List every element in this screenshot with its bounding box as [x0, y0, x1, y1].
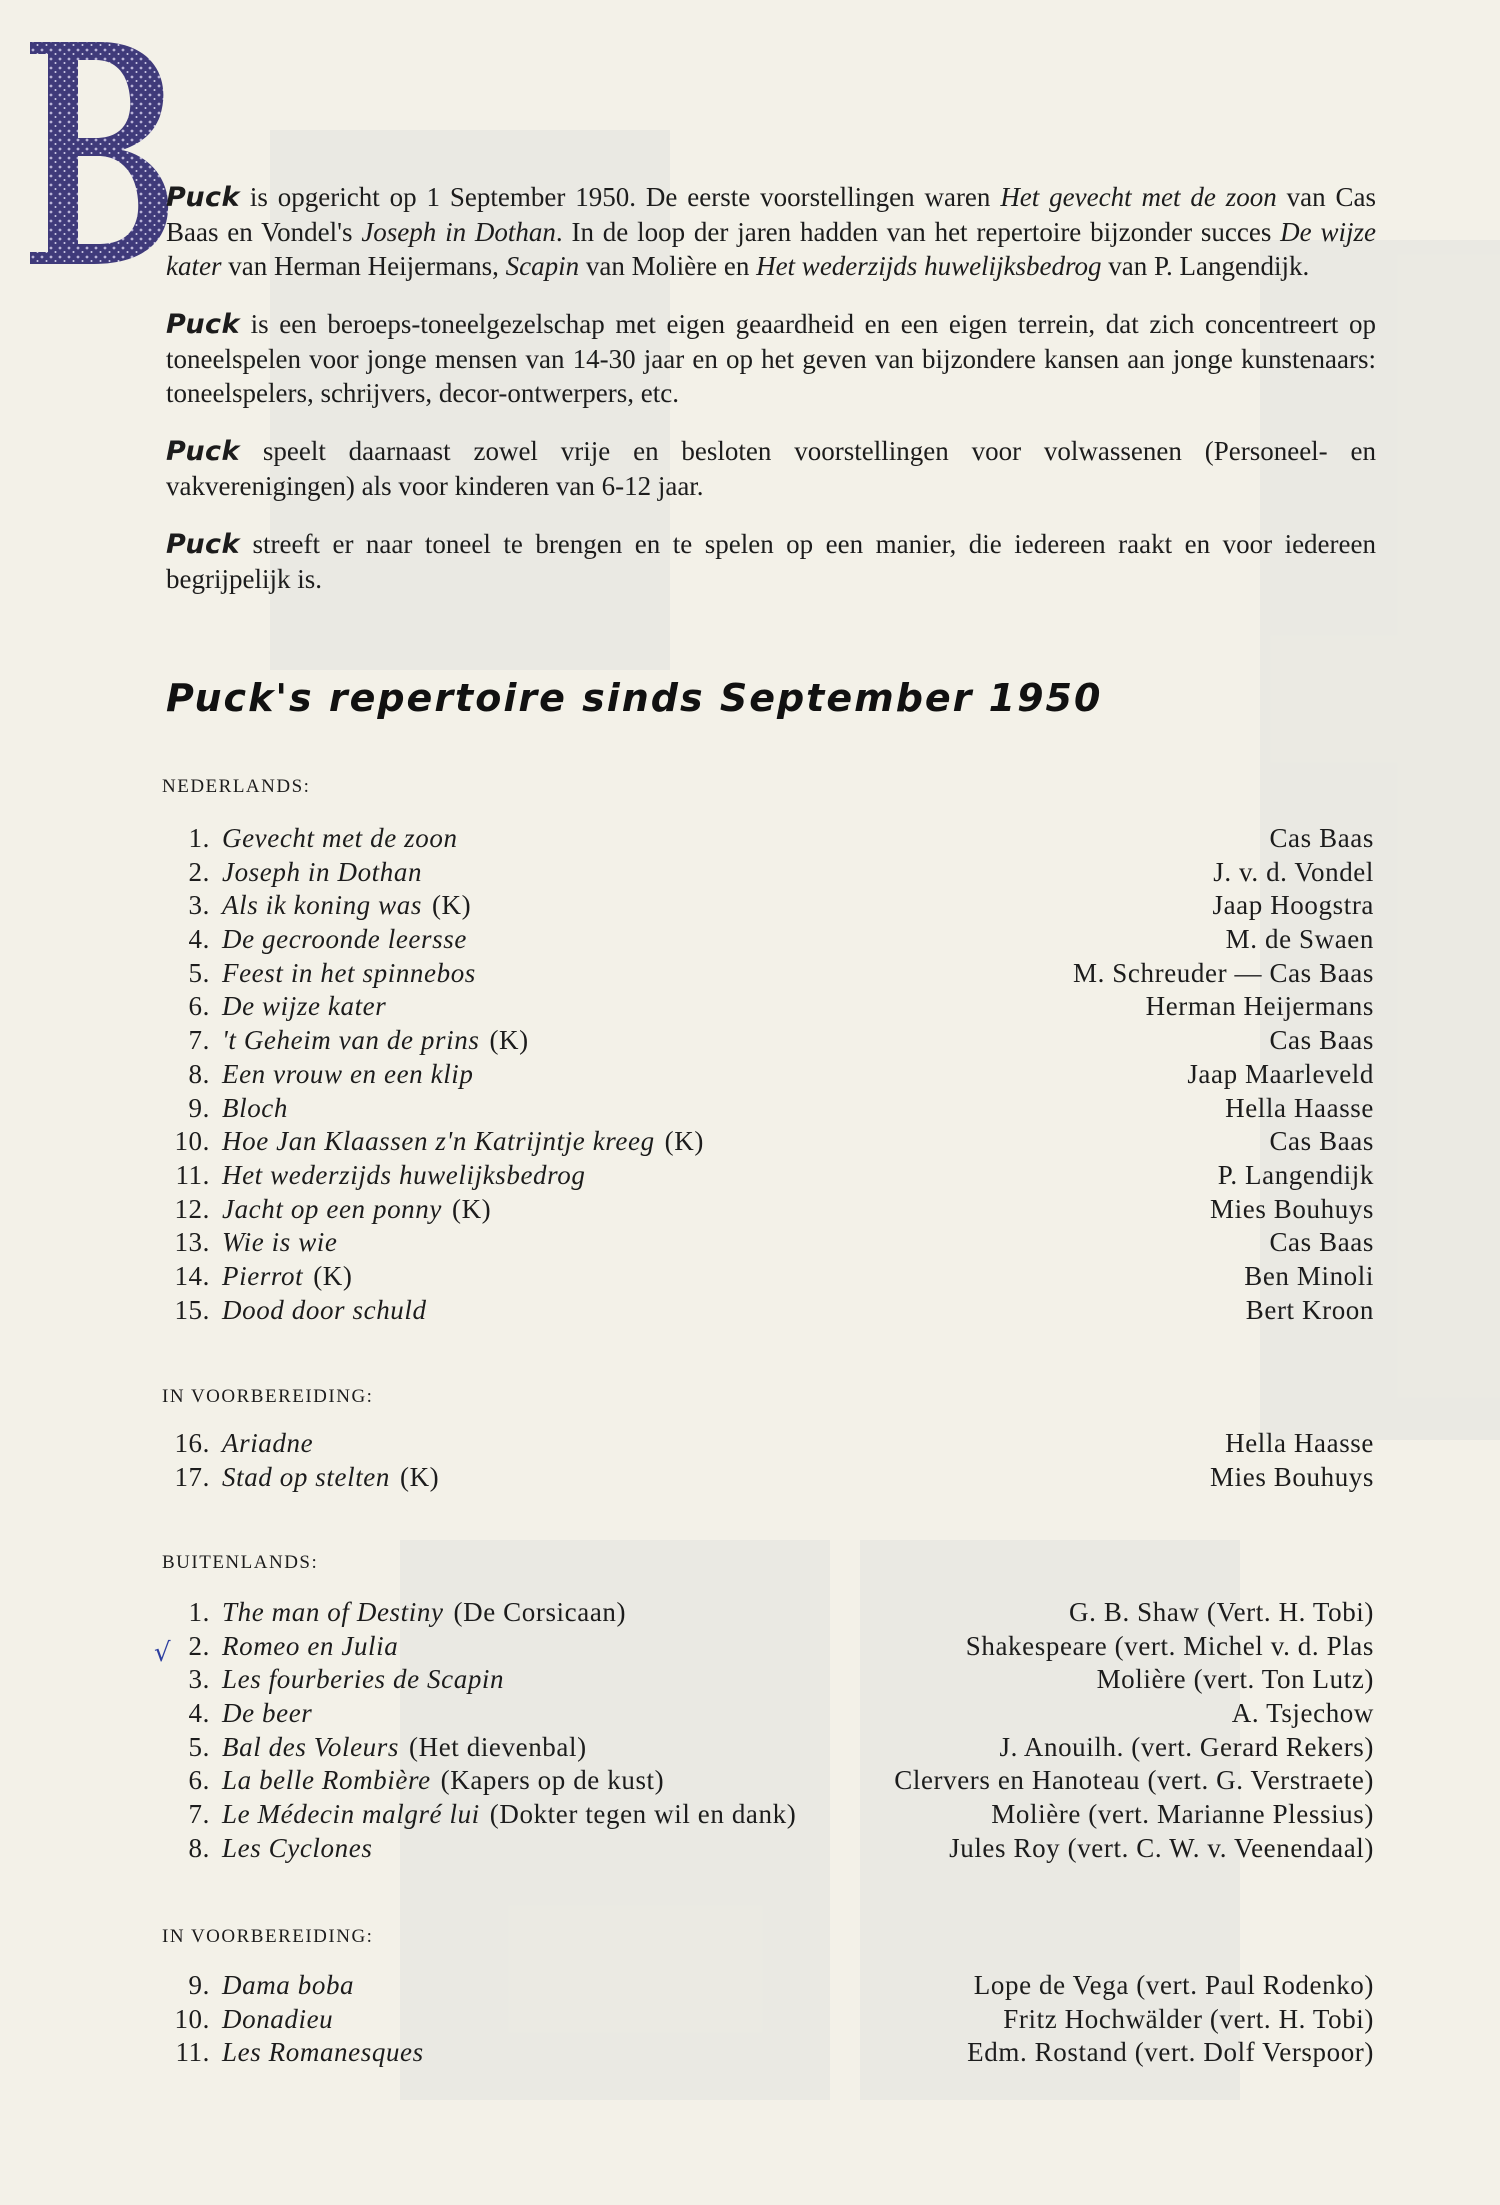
play-note: (Het dievenbal): [409, 1731, 587, 1762]
play-author: Molière (vert. Marianne Plessius): [991, 1799, 1374, 1830]
list-item: [162, 990, 1374, 1024]
list-item: [162, 1058, 1374, 1092]
play-title: Als ik koning was: [222, 890, 422, 921]
play-note: [354, 1969, 364, 2003]
list-item: [162, 1226, 1374, 1260]
play-author: Fritz Hochwälder (vert. H. Tobi): [1003, 2003, 1374, 2034]
play-title: De beer: [222, 1698, 313, 1729]
play-entry: [162, 1260, 352, 1294]
play-title: Bloch: [222, 1092, 288, 1123]
play-note: [585, 1159, 595, 1193]
play-entry: [162, 889, 471, 923]
play-title: Gevecht met de zoon: [222, 823, 458, 853]
play-title: Een vrouw en een klip: [222, 1058, 474, 1089]
title-reference: Het gevecht met de zoon: [1000, 182, 1277, 212]
play-note: (K): [399, 1461, 440, 1492]
play-author: Cas Baas: [1269, 1227, 1374, 1258]
play-author: Mies Bouhuys: [1210, 1461, 1374, 1492]
play-title: Hoe Jan Klaassen z'n Katrijntje kreeg: [222, 1126, 655, 1157]
item-number: 14.: [174, 1260, 210, 1291]
play-title: De gecroonde leersse: [222, 924, 467, 955]
play-note: (K): [489, 1025, 529, 1056]
play-author: Edm. Rostand (vert. Dolf Verspoor): [967, 2037, 1374, 2068]
play-note: (Kapers op de kust): [440, 1765, 665, 1796]
play-title: De wijze kater: [222, 991, 387, 1022]
play-title: Wie is wie: [222, 1227, 338, 1258]
play-title: Stad op stelten: [222, 1461, 390, 1492]
play-entry: [162, 1226, 348, 1260]
brand-name: Puck: [166, 436, 241, 467]
list-item: [162, 1832, 1374, 1866]
list-item: [162, 1461, 1374, 1495]
play-note: [288, 1092, 298, 1126]
play-title: Dood door schuld: [222, 1294, 427, 1325]
section-label-buitenlands: BUITENLANDS:: [162, 1552, 319, 1573]
item-number: 8.: [188, 1832, 210, 1863]
list-item: [162, 1193, 1374, 1227]
play-entry: [162, 1630, 408, 1664]
play-author: Cas Baas: [1269, 1025, 1374, 1056]
play-title: The man of Destiny: [222, 1597, 444, 1627]
play-entry: [162, 1663, 514, 1697]
title-reference: Scapin: [505, 251, 580, 281]
play-entry: [162, 1159, 595, 1193]
play-entry: [162, 1798, 796, 1832]
play-author: Clervers en Hanoteau (vert. G. Verstraete): [894, 1765, 1374, 1796]
play-author: M. de Swaen: [1225, 924, 1374, 955]
play-note: (K): [451, 1193, 492, 1224]
play-entry: [162, 1024, 529, 1058]
play-title: Le Médecin malgré lui: [222, 1799, 480, 1830]
play-author: Jaap Maarleveld: [1187, 1058, 1374, 1089]
play-title: Joseph in Dothan: [222, 856, 423, 887]
item-number: 16.: [174, 1428, 210, 1458]
paragraph-text: van P. Langendijk.: [1101, 251, 1310, 281]
list-item: [162, 1697, 1374, 1731]
paragraph-text: . In de loop der jaren hadden van het repertoire bijzonder succes: [555, 217, 1281, 247]
intro-paragraph: [166, 180, 1376, 283]
item-number: 9.: [188, 1970, 210, 2000]
repertoire-heading: Puck's repertoire sinds September 1950: [166, 676, 1103, 720]
play-entry: [162, 1764, 664, 1798]
play-author: Jules Roy (vert. C. W. v. Veenendaal): [949, 1832, 1374, 1863]
play-title: Feest in het spinnebos: [222, 957, 476, 988]
play-entry: [162, 1058, 484, 1092]
list-nederlands: [162, 822, 1374, 1327]
play-note: (K): [431, 890, 472, 921]
list-item: [162, 2036, 1374, 2070]
play-note: [424, 2036, 434, 2070]
item-number: 7.: [188, 1799, 210, 1830]
play-author: Herman Heijermans: [1145, 991, 1374, 1022]
list-item: [162, 1294, 1374, 1328]
list-voorbereiding-bl: [162, 1969, 1374, 2070]
intro-paragraph: [166, 434, 1376, 503]
list-item: [162, 1159, 1374, 1193]
intro-paragraph: [166, 307, 1376, 410]
paragraph-text: van Herman Heijermans,: [221, 251, 506, 281]
paragraph-text: speelt daarnaast zowel vrije en besloten voorstellingen voor volwassenen (Personeel- en vakverenigingen) als voor kinderen van 6-12 jaar.: [166, 436, 1376, 501]
list-item: [162, 822, 1374, 856]
play-entry: [162, 1461, 439, 1495]
play-entry: [162, 1596, 626, 1630]
brand-name: Puck: [166, 182, 241, 213]
paragraph-text: is opgericht op 1 September 1950. De eerste voorstellingen waren: [240, 182, 1001, 212]
play-author: M. Schreuder — Cas Baas: [1073, 957, 1374, 988]
play-author: Bert Kroon: [1245, 1294, 1374, 1325]
list-buitenlands: [162, 1596, 1374, 1866]
play-note: [386, 990, 396, 1024]
item-number: 8.: [188, 1058, 210, 1089]
play-author: A. Tsjechow: [1231, 1698, 1374, 1729]
play-entry: [162, 2003, 343, 2037]
section-label-voorbereiding-nl: IN VOORBEREIDING:: [162, 1386, 374, 1407]
list-item: [162, 1596, 1374, 1630]
play-title: Ariadne: [222, 1428, 314, 1458]
item-number: 9.: [188, 1092, 210, 1123]
play-author: Cas Baas: [1269, 1126, 1374, 1157]
list-item: [162, 1024, 1374, 1058]
play-entry: [162, 1294, 437, 1328]
list-item: [162, 1731, 1374, 1765]
play-note: [467, 923, 477, 957]
play-author: Lope de Vega (vert. Paul Rodenko): [973, 1970, 1374, 2000]
play-note: (De Corsicaan): [453, 1597, 627, 1627]
play-entry: [162, 1193, 491, 1227]
play-title: Les Cyclones: [222, 1832, 373, 1863]
list-item: [162, 957, 1374, 991]
play-title: Romeo en Julia: [222, 1630, 399, 1661]
item-number: 4.: [188, 924, 210, 955]
play-author: Cas Baas: [1269, 823, 1374, 853]
item-number: 10.: [174, 2003, 210, 2034]
paragraph-text: is een beroeps-toneelgezelschap met eigen geaardheid en een eigen terrein, dat zich concentreert op toneelspelen voor jonge mensen van 14-30 jaar en op het geven van bijzondere kansen aan jonge kunstenaars: toneelspelers, schrijvers, decor-ontwerpers, etc.: [166, 309, 1376, 408]
list-item: [162, 2003, 1374, 2037]
play-title: La belle Rombière: [222, 1765, 431, 1796]
item-number: 1.: [188, 823, 210, 853]
intro-paragraph: [166, 527, 1376, 596]
list-item: [162, 1798, 1374, 1832]
play-note: (Dokter tegen wil en dank): [489, 1799, 797, 1830]
title-reference: De wijze kater: [166, 217, 1376, 281]
play-entry: [162, 1697, 322, 1731]
play-note: (K): [313, 1260, 353, 1291]
play-entry: [162, 1969, 364, 2003]
play-title: 't Geheim van de prins: [222, 1025, 480, 1056]
item-number: 5.: [188, 957, 210, 988]
play-title: Het wederzijds huwelijksbedrog: [222, 1159, 586, 1190]
list-voorbereiding-nl: [162, 1427, 1374, 1494]
play-note: [474, 1058, 484, 1092]
item-number: 12.: [174, 1193, 210, 1224]
play-author: Shakespeare (vert. Michel v. d. Plas: [965, 1630, 1374, 1661]
item-number: 13.: [174, 1227, 210, 1258]
play-author: Hella Haasse: [1225, 1428, 1374, 1458]
list-item: [162, 1630, 1374, 1664]
play-note: [338, 1226, 348, 1260]
play-entry: [162, 2036, 434, 2070]
brand-name: Puck: [166, 529, 241, 560]
item-number: 2.: [188, 1630, 210, 1661]
list-item: [162, 1260, 1374, 1294]
play-title: Jacht op een ponny: [222, 1193, 442, 1224]
play-title: Pierrot: [222, 1260, 304, 1291]
section-label-voorbereiding-bl: IN VOORBEREIDING:: [162, 1926, 374, 1947]
drop-cap-b: [22, 38, 172, 268]
list-item: [162, 1969, 1374, 2003]
play-note: (K): [664, 1126, 704, 1157]
list-item: [162, 856, 1374, 890]
list-item: [162, 1663, 1374, 1697]
play-entry: [162, 957, 486, 991]
play-note: [458, 822, 468, 856]
play-entry: [162, 822, 468, 856]
paragraph-text: van Cas Baas en Vondel's: [166, 182, 1377, 247]
play-note: [427, 1294, 437, 1328]
play-note: [333, 2003, 343, 2037]
play-entry: [162, 1427, 323, 1461]
play-author: J. Anouilh. (vert. Gerard Rekers): [999, 1731, 1374, 1762]
item-number: 10.: [174, 1126, 210, 1157]
item-number: 2.: [188, 856, 210, 887]
brand-name: Puck: [166, 309, 241, 340]
play-title: Les fourberies de Scapin: [222, 1664, 505, 1695]
play-author: G. B. Shaw (Vert. H. Tobi): [1069, 1597, 1374, 1627]
play-title: Donadieu: [222, 2003, 334, 2034]
list-item: [162, 889, 1374, 923]
intro-text: [166, 180, 1376, 620]
play-author: Molière (vert. Ton Lutz): [1096, 1664, 1374, 1695]
play-author: Jaap Hoogstra: [1212, 890, 1374, 921]
item-number: 3.: [188, 890, 210, 921]
play-title: Dama boba: [222, 1970, 355, 2000]
play-entry: [162, 1731, 587, 1765]
play-entry: [162, 1092, 298, 1126]
list-item: [162, 923, 1374, 957]
list-item: [162, 1764, 1374, 1798]
item-number: 1.: [188, 1597, 210, 1627]
title-reference: Het wederzijds huwelijksbedrog: [756, 251, 1102, 281]
section-label-nederlands: NEDERLANDS:: [162, 776, 311, 797]
item-number: 5.: [188, 1731, 210, 1762]
play-entry: [162, 990, 396, 1024]
play-note: [398, 1630, 408, 1664]
play-note: [313, 1427, 323, 1461]
item-number: 3.: [188, 1664, 210, 1695]
play-entry: [162, 856, 432, 890]
item-number: 7.: [188, 1025, 210, 1056]
item-number: 17.: [174, 1461, 210, 1492]
play-author: Hella Haasse: [1225, 1092, 1374, 1123]
item-number: 15.: [174, 1294, 210, 1325]
play-title: Bal des Voleurs: [222, 1731, 399, 1762]
list-item: [162, 1125, 1374, 1159]
play-author: J. v. d. Vondel: [1213, 856, 1374, 887]
paragraph-text: van Molière en: [579, 251, 757, 281]
play-author: P. Langendijk: [1217, 1159, 1374, 1190]
item-number: 11.: [175, 1159, 210, 1190]
play-note: [476, 957, 486, 991]
handwritten-tick-mark: √: [154, 1638, 171, 1668]
play-title: Les Romanesques: [222, 2037, 424, 2068]
title-reference: Joseph in Dothan: [361, 217, 556, 247]
item-number: 11.: [175, 2037, 210, 2068]
play-author: Mies Bouhuys: [1210, 1193, 1374, 1224]
play-note: [504, 1663, 514, 1697]
play-entry: [162, 923, 477, 957]
list-item: [162, 1427, 1374, 1461]
play-note: [312, 1697, 322, 1731]
play-note: [422, 856, 432, 890]
play-note: [372, 1832, 382, 1866]
item-number: 6.: [188, 991, 210, 1022]
play-entry: [162, 1125, 704, 1159]
play-author: Ben Minoli: [1244, 1260, 1374, 1291]
item-number: 4.: [188, 1698, 210, 1729]
paragraph-text: streeft er naar toneel te brengen en te spelen op een manier, die iedereen raakt en voor iedereen begrijpelijk is.: [166, 529, 1376, 594]
list-item: [162, 1092, 1374, 1126]
item-number: 6.: [188, 1765, 210, 1796]
play-entry: [162, 1832, 382, 1866]
